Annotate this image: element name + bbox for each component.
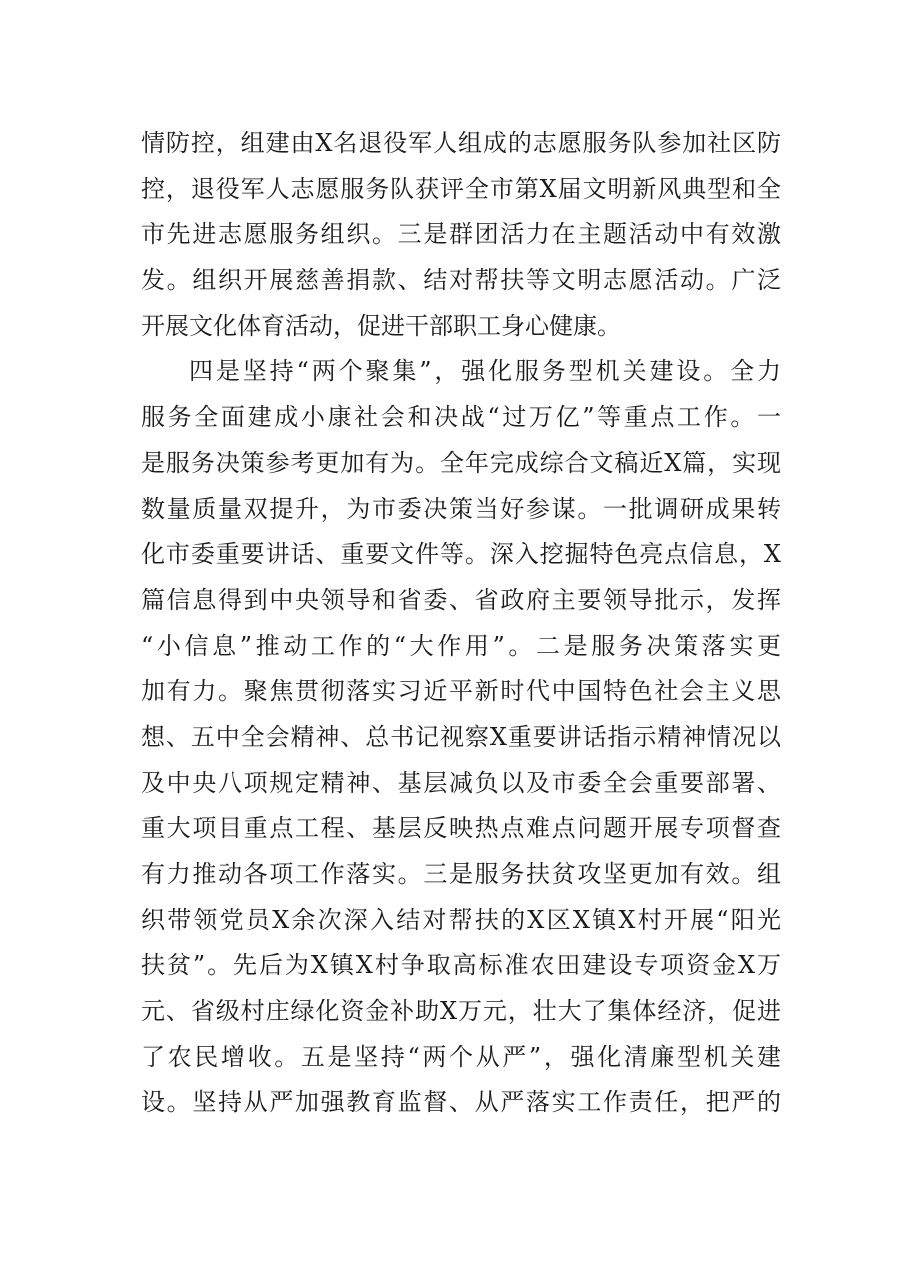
paragraph-start-line: 四是坚持“两个聚集”，强化服务型机关建设。全力 — [189, 357, 781, 386]
text-line: 设。坚持从严加强教育监督、从严落实工作责任，把严的 — [141, 1088, 781, 1117]
text-line: 了农民增收。五是坚持“两个从严”，强化清廉型机关建 — [141, 1042, 781, 1071]
body-text — [141, 121, 781, 1126]
text-line: 情防控，组建由X名退役军人组成的志愿服务队参加社区防 — [141, 129, 781, 157]
text-line: 数量质量双提升，为市委决策当好参谋。一批调研成果转 — [141, 494, 781, 523]
text-line: 重大项目重点工程、基层反映热点难点问题开展专项督查 — [141, 814, 781, 843]
text-line: 元、省级村庄绿化资金补助X万元，壮大了集体经济，促进 — [141, 997, 781, 1026]
text-line: 及中央八项规定精神、基层减负以及市委全会重要部署、 — [141, 768, 781, 797]
text-line: 是服务决策参考更加有为。全年完成综合文稿近X篇，实现 — [141, 448, 781, 477]
text-line: 化市委重要讲话、重要文件等。深入挖掘特色亮点信息，X — [141, 540, 781, 569]
text-line: 服务全面建成小康社会和决战“过万亿”等重点工作。一 — [141, 403, 781, 432]
text-line: 控，退役军人志愿服务队获评全市第X届文明新风典型和全 — [141, 174, 781, 203]
text-line: 开展文化体育活动，促进干部职工身心健康。 — [141, 311, 621, 340]
text-line: 市先进志愿服务组织。三是群团活力在主题活动中有效激 — [141, 220, 781, 249]
text-line: 织带领党员X余次深入结对帮扶的X区X镇X村开展“阳光 — [141, 905, 781, 934]
text-line: 发。组织开展慈善捐款、结对帮扶等文明志愿活动。广泛 — [141, 266, 781, 295]
text-line: 有力推动各项工作落实。三是服务扶贫攻坚更加有效。组 — [141, 860, 781, 888]
text-line: 想、五中全会精神、总书记视察X重要讲话指示精神情况以 — [141, 722, 781, 751]
text-line: 扶贫”。先后为X镇X村争取高标准农田建设专项资金X万 — [141, 951, 781, 980]
text-line: 篇信息得到中央领导和省委、省政府主要领导批示，发挥 — [141, 585, 781, 614]
text-line: “小信息”推动工作的“大作用”。二是服务决策落实更 — [141, 631, 781, 660]
text-line: 加有力。聚焦贯彻落实习近平新时代中国特色社会主义思 — [141, 677, 781, 706]
